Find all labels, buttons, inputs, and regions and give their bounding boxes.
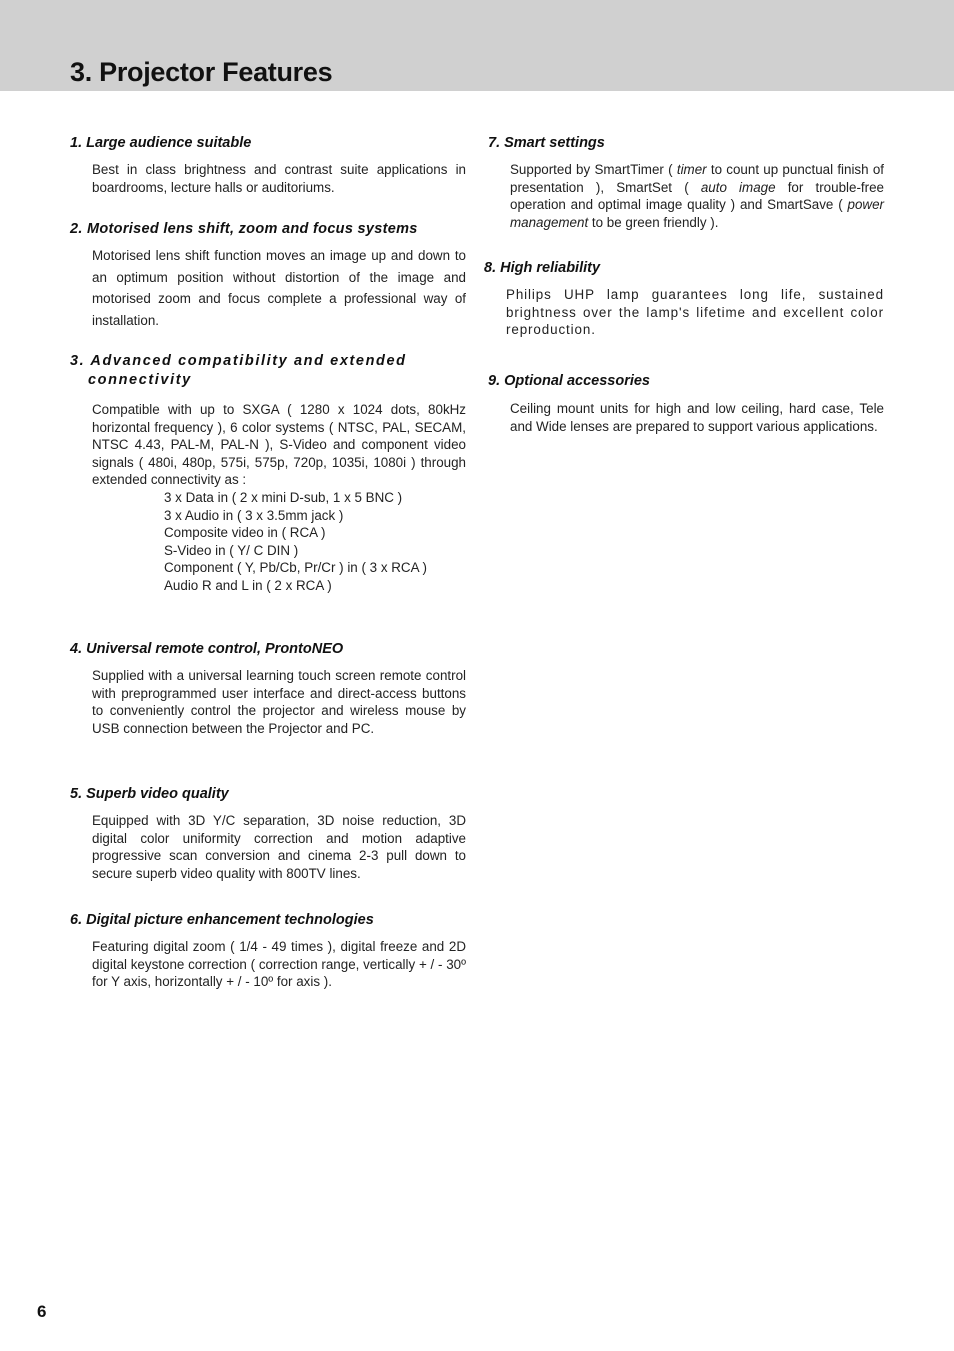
section-7-body: Supported by SmartTimer ( timer to count up punctual finish of presentation ), SmartSet ( auto image for trouble-free operation and optimal image quality ) and SmartSave ( power management to be green friendly ). (510, 162, 884, 230)
section-8-body: Philips UHP lamp guarantees long life, sustained brightness over the lamp's lifetime and excellent color reproduction. (506, 287, 884, 338)
section-1-body: Best in class brightness and contrast suite applications in boardrooms, lecture halls or auditoriums. (92, 162, 466, 195)
connectivity-item: S-Video in ( Y/ C DIN ) (164, 542, 299, 558)
section-4-heading: 4. Universal remote control, ProntoNEO (70, 641, 344, 657)
section-3-heading-line2: connectivity (88, 372, 192, 388)
section-6-body: Featuring digital zoom ( 1/4 - 49 times ), digital freeze and 2D digital keystone correction ( correction range, vertically + / - 30º for Y axis, horizontally + / - 10º for axis ). (92, 939, 466, 990)
section-9-body: Ceiling mount units for high and low ceiling, hard case, Tele and Wide lenses are prepared to support various applications. (510, 401, 884, 434)
section-6-heading: 6. Digital picture enhancement technologies (70, 912, 374, 928)
section-3-body: Compatible with up to SXGA ( 1280 x 1024 dots, 80kHz horizontal frequency ), 6 color systems ( NTSC, PAL, SECAM, NTSC 4.43, PAL-M, PAL-N ), S-Video and component video signals ( 480i, 480p, 575i, 575p, 720p, 1035i, 1080i ) through extended connectivity as : (92, 402, 466, 488)
section-7-heading: 7. Smart settings (488, 135, 605, 151)
page-title: 3. Projector Features (70, 57, 333, 87)
section-1-heading: 1. Large audience suitable (70, 135, 252, 151)
section-8-heading: 8. High reliability (484, 260, 601, 276)
section-4-body: Supplied with a universal learning touch screen remote control with preprogrammed user interface and direct-access buttons to conveniently control the projector and wireless mouse by USB connection between the Projector and PC. (92, 668, 466, 736)
connectivity-item: 3 x Data in ( 2 x mini D-sub, 1 x 5 BNC ) (164, 489, 403, 505)
section-9-heading: 9. Optional accessories (488, 373, 650, 389)
section-2-body: Motorised lens shift function moves an image up and down to an optimum position without distortion of the image and motorised zoom and focus complete a professional way of installation. (92, 248, 466, 328)
connectivity-list (92, 489, 466, 595)
section-5-heading: 5. Superb video quality (70, 786, 229, 802)
section-5-body: Equipped with 3D Y/C separation, 3D noise reduction, 3D digital color uniformity correction and motion adaptive progressive scan conversion and cinema 2-3 pull down to secure superb video quality with 800TV lines. (92, 813, 466, 881)
connectivity-item: 3 x Audio in ( 3 x 3.5mm jack ) (164, 507, 344, 523)
section-3-heading-line1: 3. Advanced compatibility and extended (70, 353, 407, 369)
page-number: 6 (37, 1302, 47, 1321)
connectivity-item: Component ( Y, Pb/Cb, Pr/Cr ) in ( 3 x RCA ) (164, 560, 427, 576)
section-3-heading (70, 352, 407, 390)
connectivity-item: Composite video in ( RCA ) (164, 525, 326, 541)
section-2-heading: 2. Motorised lens shift, zoom and focus systems (70, 221, 418, 237)
connectivity-item: Audio R and L in ( 2 x RCA ) (164, 577, 332, 593)
section-3-content (92, 401, 466, 595)
